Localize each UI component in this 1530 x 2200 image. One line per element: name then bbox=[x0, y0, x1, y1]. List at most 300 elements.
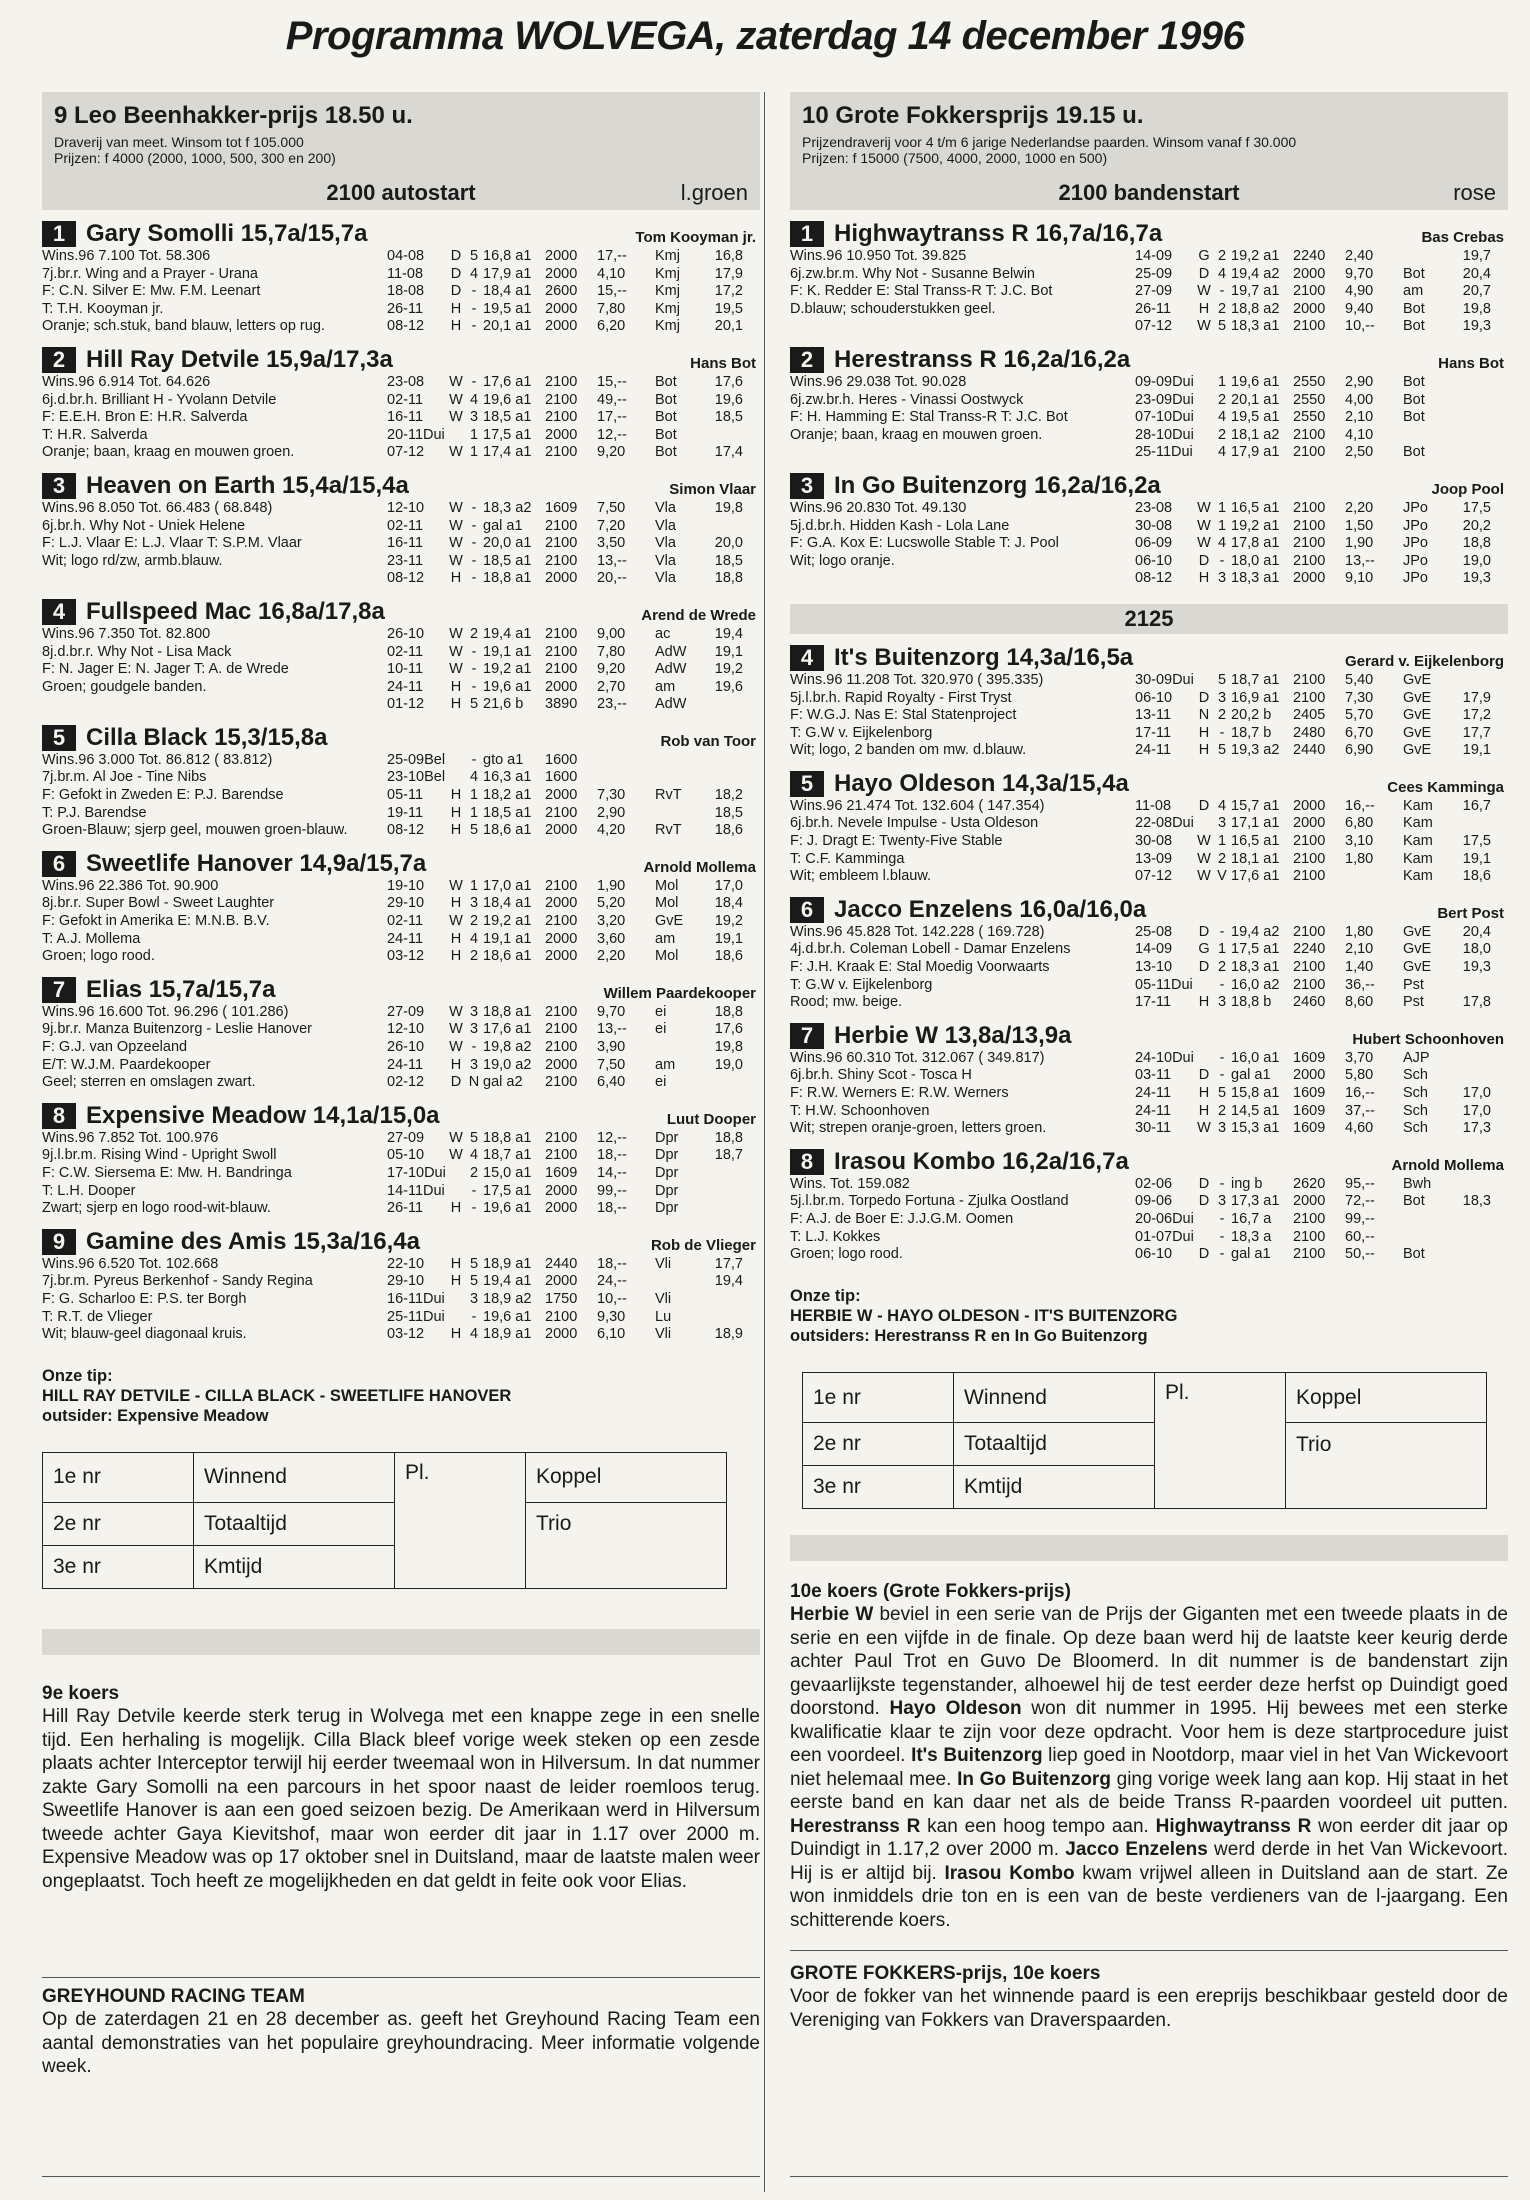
result-cell: 5 bbox=[469, 1273, 479, 1290]
result-cell bbox=[1449, 444, 1491, 462]
result-cell: H bbox=[450, 930, 462, 947]
result-cell: 1 bbox=[469, 426, 479, 443]
result-row bbox=[1135, 1103, 1508, 1121]
result-cell: Bot bbox=[655, 444, 677, 461]
result-cell: 19,4 a2 bbox=[1231, 923, 1280, 940]
bet-row-label: 1e nr bbox=[43, 1452, 194, 1503]
result-cell: 2000 bbox=[545, 678, 578, 695]
horse-mention: It's Buitenzorg bbox=[911, 1745, 1043, 1767]
horse-number: 2 bbox=[790, 347, 824, 373]
result-cell: W bbox=[449, 535, 463, 552]
result-cell: Bot bbox=[1403, 265, 1425, 282]
horse-number: 9 bbox=[42, 1229, 76, 1255]
result-cell: 1609 bbox=[1293, 1102, 1326, 1119]
result-cell: 2100 bbox=[1293, 923, 1326, 940]
result-cell: Kam bbox=[1403, 815, 1433, 832]
horse-info bbox=[790, 672, 1135, 760]
result-cell: 23-11 bbox=[387, 552, 424, 569]
result-cell: 17,8 a1 bbox=[1231, 535, 1280, 552]
result-row bbox=[387, 266, 760, 284]
result-cell: 20,0 a1 bbox=[483, 535, 532, 552]
past-results bbox=[1135, 798, 1508, 886]
result-cell: ac bbox=[655, 625, 671, 642]
result-cell: 9,70 bbox=[597, 1003, 626, 1020]
result-row bbox=[1135, 248, 1508, 266]
past-results bbox=[387, 1256, 760, 1344]
result-row bbox=[387, 1057, 760, 1075]
result-row bbox=[387, 570, 760, 588]
bet-field-trio[interactable]: Trio bbox=[526, 1503, 727, 1546]
result-cell: 09-06 bbox=[1135, 1193, 1173, 1210]
result-cell: 18,3 a bbox=[1231, 1228, 1272, 1245]
result-cell: 9,00 bbox=[597, 625, 626, 642]
result-cell: 26-10 bbox=[387, 625, 425, 642]
race-conditions bbox=[802, 134, 1496, 166]
result-cell: 9,20 bbox=[597, 444, 626, 461]
horse-name: Herbie W 13,8a/13,9a bbox=[834, 1021, 1072, 1049]
bet-field-kmtijd[interactable]: Kmtijd bbox=[954, 1466, 1155, 1509]
driver-name: Willem Paardekooper bbox=[603, 984, 756, 1002]
result-cell bbox=[701, 769, 743, 787]
horse-name: Irasou Kombo 16,2a/16,7a bbox=[834, 1147, 1129, 1175]
result-cell: 26-11 bbox=[1135, 300, 1172, 317]
result-cell: 18,-- bbox=[597, 1147, 627, 1164]
result-cell: 2100 bbox=[545, 1129, 578, 1146]
bet-form bbox=[802, 1372, 1487, 1510]
result-cell: 2000 bbox=[545, 1326, 578, 1343]
bet-field-win[interactable]: Winnend bbox=[194, 1452, 395, 1503]
bet-field-place[interactable]: Pl. bbox=[1155, 1372, 1286, 1423]
result-cell: 2100 bbox=[545, 373, 578, 390]
horse-info-line: T: R.T. de Vlieger bbox=[42, 1308, 153, 1325]
horse-info-line: T: T.H. Kooyman jr. bbox=[42, 300, 164, 317]
result-cell: 2,20 bbox=[597, 948, 626, 965]
result-cell: 16-11Dui bbox=[387, 1290, 445, 1307]
result-cell: 24-11 bbox=[1135, 742, 1172, 759]
result-cell: 4 bbox=[1217, 265, 1227, 282]
result-cell: 16,9 a1 bbox=[1231, 689, 1280, 706]
result-cell: 17,6 a1 bbox=[1231, 868, 1280, 885]
result-cell: W bbox=[1197, 868, 1211, 885]
horse-info bbox=[790, 924, 1135, 1012]
horse-info-line: 8j.br.r. Super Bowl - Sweet Laughter bbox=[42, 895, 275, 912]
horse-info-line: 9j.br.r. Manza Buitenzorg - Leslie Hanover bbox=[42, 1021, 312, 1038]
result-cell: 7,30 bbox=[597, 787, 626, 804]
horse-info-line: 6j.zw.br.h. Heres - Vinassi Oostwyck bbox=[790, 391, 1024, 408]
result-cell: 2460 bbox=[1293, 994, 1326, 1011]
result-row bbox=[1135, 535, 1508, 553]
horse-details bbox=[790, 500, 1508, 588]
result-cell bbox=[1449, 1229, 1491, 1247]
result-row bbox=[1135, 815, 1508, 833]
result-cell: 2100 bbox=[545, 1147, 578, 1164]
horse-info-line: F: L.J. Vlaar E: L.J. Vlaar T: S.P.M. Vlaar bbox=[42, 535, 302, 552]
result-cell: GvE bbox=[1403, 689, 1432, 706]
result-row bbox=[387, 752, 760, 770]
horse-entry bbox=[42, 976, 760, 1092]
outsider-text: outsiders: Herestranss R en In Go Buitenzorg bbox=[790, 1326, 1148, 1345]
result-cell: 23-08 bbox=[1135, 499, 1173, 516]
horse-info-line: 9j.l.br.m. Rising Wind - Upright Swoll bbox=[42, 1147, 277, 1164]
horse-entry bbox=[42, 1102, 760, 1218]
horse-header bbox=[790, 644, 1508, 672]
horse-info-line: Wit; logo, 2 banden om mw. d.blauw. bbox=[790, 742, 1027, 759]
divider bbox=[790, 1950, 1508, 1951]
result-cell: Dpr bbox=[655, 1182, 679, 1199]
result-cell: RvT bbox=[655, 822, 682, 839]
horse-info-line: Wins.96 6.914 Tot. 64.626 bbox=[42, 373, 211, 390]
result-cell: W bbox=[449, 1021, 463, 1038]
result-cell bbox=[1195, 1050, 1213, 1068]
horse-number: 1 bbox=[42, 221, 76, 247]
result-cell: 07-12 bbox=[387, 444, 425, 461]
result-cell bbox=[701, 1200, 743, 1218]
result-cell: H bbox=[450, 948, 462, 965]
result-cell: 19,3 bbox=[1462, 318, 1491, 335]
result-cell: 06-10 bbox=[1135, 1246, 1173, 1263]
result-cell: AJP bbox=[1403, 1049, 1430, 1066]
result-cell: H bbox=[450, 895, 462, 912]
result-cell: W bbox=[449, 661, 463, 678]
result-cell: 9,40 bbox=[1345, 300, 1374, 317]
result-cell: 4 bbox=[469, 1147, 479, 1164]
result-cell: 1,80 bbox=[1345, 850, 1374, 867]
horse-info-line: F: Gefokt in Zweden E: P.J. Barendse bbox=[42, 787, 284, 804]
result-cell: 18,7 a1 bbox=[1231, 671, 1280, 688]
result-cell: 19,3 bbox=[1462, 959, 1491, 976]
result-cell: 19,2 a1 bbox=[483, 661, 532, 678]
result-row bbox=[1135, 924, 1508, 942]
horse-info-line: Wins. Tot. 159.082 bbox=[790, 1175, 910, 1192]
narrative-10-title: 10e koers (Grote Fokkers-prijs) bbox=[790, 1581, 1071, 1603]
start-type: 2100 bandenstart bbox=[1058, 180, 1240, 205]
result-row bbox=[1135, 374, 1508, 392]
result-cell: 17,2 bbox=[714, 283, 743, 300]
result-cell: 2 bbox=[469, 1164, 479, 1181]
horse-info-line: F: C.W. Siersema E: Mw. H. Bandringa bbox=[42, 1164, 292, 1181]
result-cell: H bbox=[1198, 1102, 1210, 1119]
bet-field-koppel[interactable]: Koppel bbox=[1286, 1372, 1487, 1423]
horse-entry bbox=[42, 472, 760, 588]
result-cell: Kmj bbox=[655, 248, 680, 264]
result-cell: 07-10Dui bbox=[1135, 409, 1194, 426]
result-row bbox=[1135, 266, 1508, 284]
result-cell: 2000 bbox=[545, 318, 578, 335]
result-cell: 12,-- bbox=[597, 426, 627, 443]
result-cell: 2,90 bbox=[597, 804, 626, 821]
result-row bbox=[387, 1273, 760, 1291]
result-cell: 2100 bbox=[545, 517, 578, 534]
result-cell: 20,4 bbox=[1462, 265, 1491, 282]
horse-details bbox=[790, 924, 1508, 1012]
past-results bbox=[387, 1004, 760, 1092]
result-cell: 14-09 bbox=[1135, 248, 1173, 264]
horse-info-line: F: G. Scharloo E: P.S. ter Borgh bbox=[42, 1290, 247, 1307]
result-cell: 19,7 bbox=[1462, 248, 1491, 264]
race-condition-line: Draverij van meet. Winsom tot f 105.000 bbox=[54, 134, 304, 150]
result-cell: Bwh bbox=[1403, 1175, 1432, 1192]
result-cell: 24-11 bbox=[1135, 1085, 1172, 1101]
horse-header bbox=[42, 220, 760, 248]
horse-info-line: F: G.J. van Opzeeland bbox=[42, 1039, 188, 1055]
start-type: 2100 autostart bbox=[326, 180, 476, 205]
horse-info-line: E/T: W.J.M. Paardekooper bbox=[42, 1056, 211, 1073]
result-cell: GvE bbox=[1403, 724, 1432, 741]
result-cell: 5 bbox=[469, 696, 479, 713]
result-cell: D bbox=[1198, 265, 1210, 282]
bet-field-place-cont bbox=[1155, 1466, 1286, 1509]
horse-info-line: T: G.W v. Eijkelenborg bbox=[790, 976, 933, 993]
result-cell: GvE bbox=[1403, 923, 1432, 940]
bet-field-win[interactable]: Winnend bbox=[954, 1372, 1155, 1423]
result-cell: 19,6 a1 bbox=[483, 678, 532, 695]
horse-name: Expensive Meadow 14,1a/15,0a bbox=[86, 1101, 440, 1129]
result-cell: W bbox=[1197, 517, 1211, 534]
horse-header bbox=[42, 598, 760, 626]
result-cell: 13,-- bbox=[597, 552, 627, 569]
result-cell: 20-06Dui bbox=[1135, 1210, 1194, 1227]
result-cell: 03-12 bbox=[387, 948, 425, 965]
result-row bbox=[1135, 392, 1508, 410]
result-cell: 2000 bbox=[545, 948, 578, 965]
result-cell: 18,5 a1 bbox=[483, 552, 532, 569]
result-cell: - bbox=[1219, 552, 1225, 569]
horse-entry bbox=[42, 1228, 760, 1344]
bet-field-kmtijd[interactable]: Kmtijd bbox=[194, 1546, 395, 1589]
horse-header bbox=[790, 770, 1508, 798]
result-cell: 18,5 bbox=[714, 409, 743, 426]
result-cell: 19,4 bbox=[714, 1273, 743, 1290]
horse-info-line: F: E.E.H. Bron E: H.R. Salverda bbox=[42, 409, 248, 426]
result-cell: 2100 bbox=[545, 552, 578, 569]
result-cell: 10-11 bbox=[387, 661, 424, 678]
result-cell: 09-09Dui bbox=[1135, 373, 1194, 390]
result-cell: 2000 bbox=[545, 822, 578, 839]
result-cell: 2100 bbox=[545, 535, 578, 552]
greyhound-text: Op de zaterdagen 21 en 28 december as. geeft het Greyhound Racing Team een aantal demonstraties van het populaire greyhoundracing. Meer informatie volgende week. bbox=[42, 2009, 760, 2078]
result-cell bbox=[655, 1273, 701, 1291]
result-cell: 2000 bbox=[545, 248, 578, 264]
result-cell: 16,-- bbox=[1345, 1085, 1375, 1101]
result-cell bbox=[655, 769, 701, 787]
result-cell: 16,3 a1 bbox=[483, 769, 532, 786]
result-cell: 2,10 bbox=[1345, 941, 1374, 958]
bet-field-place[interactable]: Pl. bbox=[395, 1452, 526, 1503]
result-cell: am bbox=[1403, 283, 1424, 300]
result-cell: 19,1 a1 bbox=[483, 930, 532, 947]
horse-details bbox=[42, 248, 760, 336]
tip-label: Onze tip: bbox=[42, 1366, 113, 1385]
past-results bbox=[387, 374, 760, 462]
horse-mention: In Go Buitenzorg bbox=[957, 1768, 1111, 1790]
result-cell: D bbox=[1198, 1175, 1210, 1192]
result-cell: 18,8 a1 bbox=[483, 1129, 532, 1146]
result-cell: 18,8 bbox=[1462, 535, 1491, 552]
horse-info-line: T: L.H. Dooper bbox=[42, 1182, 136, 1199]
result-cell: 17,5 a1 bbox=[1231, 941, 1280, 958]
result-cell: 7,30 bbox=[1345, 689, 1374, 706]
driver-name: Hans Bot bbox=[690, 354, 756, 372]
result-row bbox=[387, 644, 760, 662]
result-cell: 18,-- bbox=[597, 1200, 627, 1217]
result-cell: 13,-- bbox=[597, 1021, 627, 1038]
result-cell: 19-10 bbox=[387, 877, 425, 894]
result-cell: H bbox=[450, 822, 462, 839]
result-cell: am bbox=[655, 930, 676, 947]
result-cell: 50,-- bbox=[1345, 1246, 1375, 1263]
result-cell: gal a2 bbox=[483, 1074, 523, 1091]
result-cell: 18,7 b bbox=[1231, 724, 1272, 741]
result-row bbox=[387, 1004, 760, 1022]
result-cell: 1 bbox=[469, 787, 479, 804]
result-cell: 14-11Dui bbox=[387, 1182, 445, 1199]
result-cell: am bbox=[655, 678, 676, 695]
horse-header bbox=[42, 472, 760, 500]
result-cell: 2550 bbox=[1293, 391, 1326, 408]
result-cell: 2100 bbox=[1293, 959, 1326, 976]
bet-field-totaal[interactable]: Totaaltijd bbox=[194, 1503, 395, 1546]
result-cell: 18,3 a1 bbox=[1231, 318, 1280, 335]
past-results bbox=[387, 752, 760, 840]
result-row bbox=[1135, 941, 1508, 959]
horse-info-line: Wins.96 6.520 Tot. 102.668 bbox=[42, 1255, 219, 1272]
result-cell: D bbox=[1198, 689, 1210, 706]
bet-field-koppel[interactable]: Koppel bbox=[526, 1452, 727, 1503]
horse-info-line: Oranje; baan, kraag en mouwen groen. bbox=[790, 426, 1043, 443]
horse-info-line: 7j.br.m. Al Joe - Tine Nibs bbox=[42, 769, 207, 786]
result-cell: - bbox=[471, 499, 477, 516]
race-10-horse-list-a bbox=[790, 220, 1508, 588]
result-cell: 17-10Dui bbox=[387, 1164, 446, 1181]
result-cell bbox=[1449, 672, 1491, 690]
horse-details bbox=[42, 1130, 760, 1218]
start-color: rose bbox=[1453, 180, 1496, 205]
driver-name: Gerard v. Eijkelenborg bbox=[1345, 652, 1504, 670]
result-row bbox=[387, 1021, 760, 1039]
result-cell: 4 bbox=[1217, 409, 1227, 426]
result-cell: - bbox=[471, 1182, 477, 1199]
result-cell: 13-09 bbox=[1135, 850, 1173, 867]
result-cell bbox=[701, 518, 743, 536]
result-cell: 4 bbox=[1217, 444, 1227, 461]
result-row bbox=[387, 318, 760, 336]
result-cell: 19,6 a1 bbox=[483, 391, 532, 408]
result-row bbox=[1135, 570, 1508, 588]
result-row bbox=[1135, 851, 1508, 869]
result-cell: 17,-- bbox=[597, 248, 627, 264]
result-cell: - bbox=[471, 643, 477, 660]
result-cell: Bot bbox=[655, 409, 677, 426]
result-cell: 3 bbox=[469, 1003, 479, 1020]
result-cell: 19,2 bbox=[714, 661, 743, 678]
result-cell: ei bbox=[655, 1021, 667, 1038]
result-cell: 5,20 bbox=[597, 895, 626, 912]
result-cell bbox=[1195, 672, 1213, 690]
result-cell: Bot bbox=[1403, 444, 1425, 461]
result-cell: 5 bbox=[1217, 671, 1227, 688]
result-cell bbox=[447, 1183, 465, 1201]
result-cell: 2100 bbox=[1293, 850, 1326, 867]
result-cell: - bbox=[1219, 283, 1225, 300]
result-cell: 1 bbox=[469, 804, 479, 821]
result-cell: 18,8 bbox=[714, 1003, 743, 1020]
result-row bbox=[1135, 318, 1508, 336]
result-cell: - bbox=[1219, 1067, 1225, 1084]
bet-row-label: 3e nr bbox=[803, 1466, 954, 1509]
result-cell: 10,-- bbox=[597, 1290, 627, 1307]
result-cell: 05-11 bbox=[387, 787, 424, 804]
bet-field-totaal[interactable]: Totaaltijd bbox=[954, 1423, 1155, 1466]
start-row bbox=[802, 180, 1496, 206]
result-cell: 17-11 bbox=[1135, 994, 1172, 1011]
result-row bbox=[387, 1130, 760, 1148]
result-cell: 13-11 bbox=[1135, 707, 1172, 724]
result-cell: 2000 bbox=[545, 1182, 578, 1199]
result-cell: 05-11Dui bbox=[1135, 976, 1193, 993]
result-cell: 19,8 a2 bbox=[483, 1039, 532, 1055]
horse-info-line: Wins.96 8.050 Tot. 66.483 ( 68.848) bbox=[42, 499, 273, 516]
result-cell: GvE bbox=[1403, 671, 1432, 688]
result-cell: Vli bbox=[655, 1290, 672, 1307]
horse-name: Gary Somolli 15,7a/15,7a bbox=[86, 220, 368, 247]
narrative-10-text bbox=[790, 1603, 1508, 1932]
result-cell: 17-11 bbox=[1135, 724, 1172, 741]
result-cell: 1600 bbox=[545, 751, 578, 768]
result-cell: 19,4 a2 bbox=[1231, 265, 1280, 282]
result-cell: 6,40 bbox=[597, 1074, 626, 1091]
past-results bbox=[387, 248, 760, 336]
result-cell: Dpr bbox=[655, 1129, 679, 1146]
result-cell: 16,0 a2 bbox=[1231, 976, 1280, 993]
result-row bbox=[387, 1309, 760, 1327]
result-row bbox=[1135, 518, 1508, 536]
result-cell: 2000 bbox=[1293, 815, 1326, 832]
result-cell bbox=[1195, 427, 1213, 445]
result-cell: - bbox=[471, 751, 477, 768]
result-cell: 16,0 a1 bbox=[1231, 1049, 1280, 1066]
result-cell: 22-10 bbox=[387, 1255, 425, 1272]
result-cell: W bbox=[449, 499, 463, 516]
result-row bbox=[1135, 868, 1508, 886]
result-row bbox=[1135, 444, 1508, 462]
result-cell bbox=[447, 769, 465, 787]
result-cell: - bbox=[471, 1039, 477, 1055]
horse-number: 1 bbox=[790, 221, 824, 247]
result-row bbox=[1135, 500, 1508, 518]
result-cell: W bbox=[449, 1003, 463, 1020]
result-cell: 5 bbox=[469, 1255, 479, 1272]
result-cell: 2100 bbox=[1293, 499, 1326, 516]
result-cell: 17,0 bbox=[1462, 1085, 1491, 1101]
result-cell: 17,4 bbox=[714, 444, 743, 461]
result-cell: 8,60 bbox=[1345, 994, 1374, 1011]
horse-entry bbox=[42, 850, 760, 966]
result-cell: 1609 bbox=[545, 499, 578, 516]
bet-field-trio-cont bbox=[526, 1546, 727, 1589]
result-cell: Kam bbox=[1403, 850, 1433, 867]
result-cell: 18,6 a1 bbox=[483, 822, 532, 839]
horse-entry bbox=[790, 770, 1508, 886]
horse-info-line: Geel; sterren en omslagen zwart. bbox=[42, 1074, 256, 1091]
result-cell: 2100 bbox=[545, 409, 578, 426]
bet-field-trio[interactable]: Trio bbox=[1286, 1423, 1487, 1466]
result-cell: 12-10 bbox=[387, 499, 425, 516]
result-cell: 1,50 bbox=[1345, 517, 1374, 534]
result-cell: Lu bbox=[655, 1308, 672, 1325]
result-cell: 9,70 bbox=[1345, 265, 1374, 282]
horse-info-line: Wins.96 3.000 Tot. 86.812 ( 83.812) bbox=[42, 751, 273, 768]
result-cell: - bbox=[1219, 1175, 1225, 1192]
